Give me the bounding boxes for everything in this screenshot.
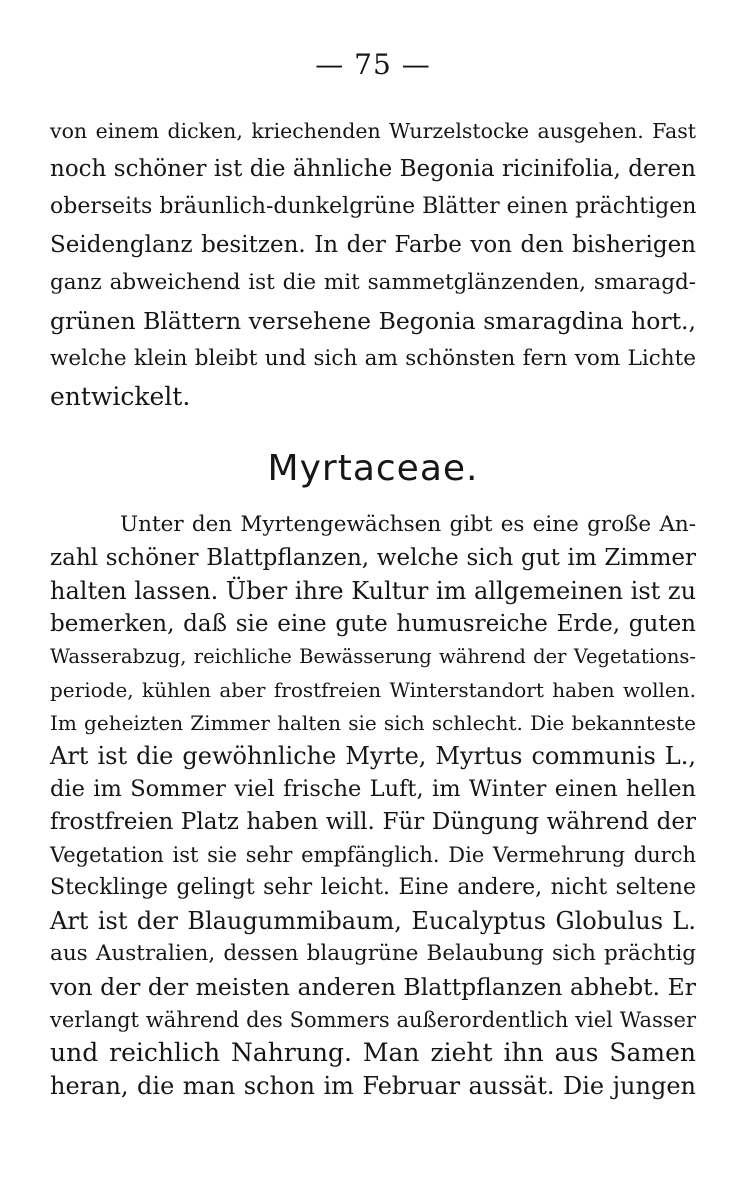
text-line: halten lassen. Über ihre Kultur im allgemeinen ist zu — [50, 577, 697, 605]
text-line: von der der meisten anderen Blattpflanzen abhebt. Er — [50, 973, 696, 1001]
text-line: periode, kühlen aber frostfreien Winterstandort haben wollen. — [50, 678, 696, 702]
text-line: Art ist der Blaugummibaum, Eucalyptus Globulus L. — [50, 907, 696, 935]
text-line: von einem dicken, kriechenden Wurzelstocke ausgehen. Fast — [50, 119, 696, 143]
text-line: welche klein bleibt und sich am schönsten fern vom Lichte — [50, 346, 696, 371]
text-line: verlangt während des Sommers außerordentlich viel Wasser — [50, 1008, 696, 1032]
text-line: Im geheizten Zimmer halten sie sich schlecht. Die bekannteste — [50, 711, 696, 735]
text-line: und reichlich Nahrung. Man zieht ihn aus Samen — [50, 1038, 696, 1067]
text-line: oberseits bräunlich-dunkelgrüne Blätter einen prächtigen — [50, 194, 697, 219]
text-line: entwickelt. — [50, 382, 191, 411]
text-line: Art ist die gewöhnliche Myrte, Myrtus communis L., — [50, 742, 696, 770]
text-line: Unter den Myrtengewächsen gibt es eine große An- — [120, 512, 696, 537]
text-line: die im Sommer viel frische Luft, im Winter einen hellen — [50, 776, 696, 802]
text-line: zahl schöner Blattpflanzen, welche sich gut im Zimmer — [50, 545, 696, 571]
text-line: frostfreien Platz haben will. Für Düngung während der — [50, 809, 696, 835]
page-number: — 75 — — [315, 48, 431, 81]
section-heading: Myrtaceae. — [267, 448, 479, 489]
text-line: Wasserabzug, reichliche Bewässerung während der Vegetations- — [50, 645, 696, 668]
text-line: Vegetation ist sie sehr empfänglich. Die Vermehrung durch — [50, 843, 696, 867]
text-line: aus Australien, dessen blaugrüne Belaubung sich prächtig — [50, 941, 696, 966]
text-line: Seidenglanz besitzen. In der Farbe von den bisherigen — [50, 232, 696, 258]
text-line: bemerken, daß sie eine gute humusreiche Erde, guten — [50, 611, 696, 637]
text-line: noch schöner ist die ähnliche Begonia ricinifolia, deren — [50, 156, 696, 182]
text-line: grünen Blättern versehene Begonia smaragdina hort., — [50, 307, 696, 335]
text-line: Stecklinge gelingt sehr leicht. Eine andere, nicht seltene — [50, 875, 696, 900]
text-line: ganz abweichend ist die mit sammetglänzenden, smaragd- — [50, 270, 696, 295]
text-line: heran, die man schon im Februar aussät. Die jungen — [50, 1072, 696, 1100]
